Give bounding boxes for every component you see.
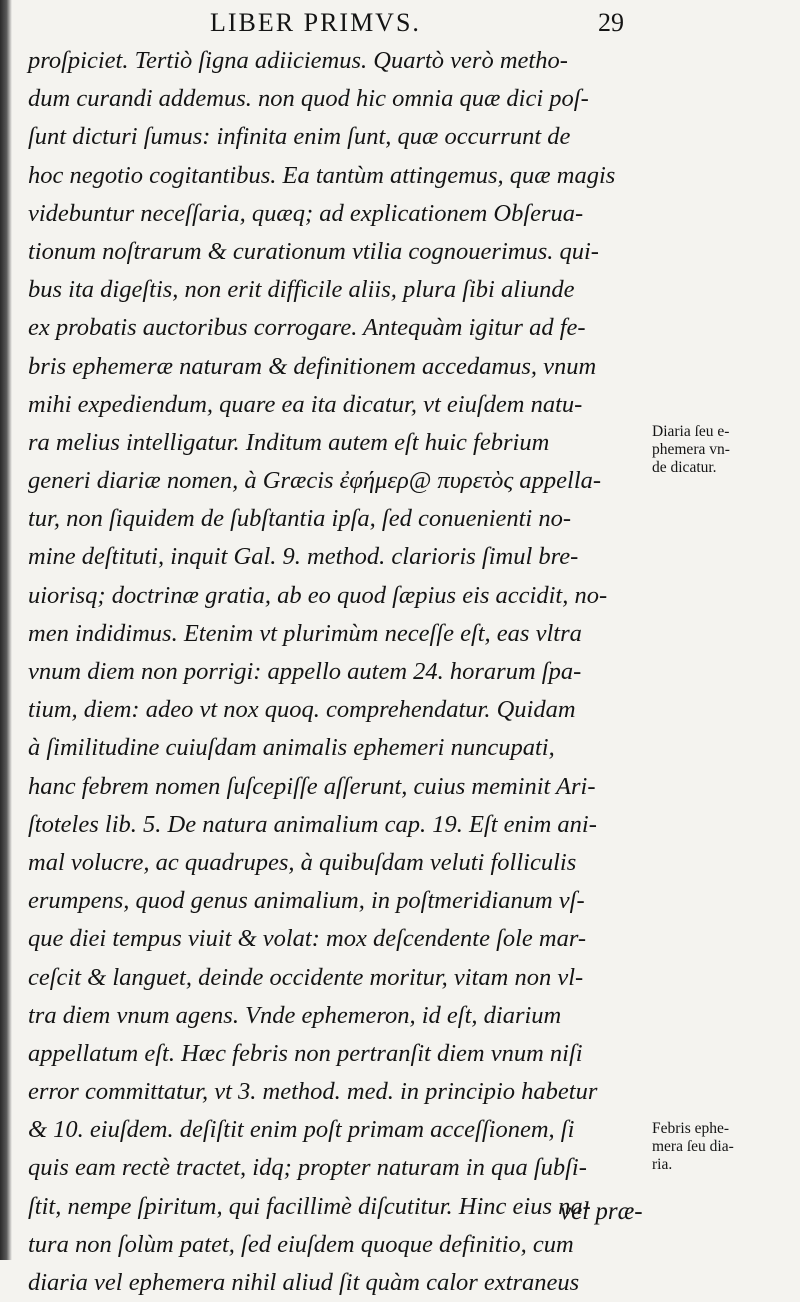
running-title: LIBER PRIMVS.: [210, 8, 421, 37]
text-line: mal volucre, ac quadrupes, à quibuſdam veluti folliculis: [28, 848, 577, 876]
text-line: error committatur, vt 3. method. med. in principio habetur: [28, 1078, 598, 1106]
marginal-note-line: Febris ephe-: [652, 1120, 730, 1137]
text-line: vnum diem non porrigi: appello autem 24. horarum ſpa-: [28, 658, 582, 685]
text-line: quis eam rectè tractet, idq; propter naturam in qua ſubſi-: [28, 1154, 587, 1182]
text-line: diaria vel ephemera nihil aliud ſit quàm calor extraneus: [28, 1269, 580, 1296]
marginal-note: [652, 423, 792, 477]
marginal-note-line: mera ſeu dia-: [652, 1138, 734, 1155]
text-line: hanc febrem nomen ſuſcepiſſe aſſerunt, cuius meminit Ari-: [28, 772, 596, 800]
marginal-note-line: de dicatur.: [652, 459, 717, 476]
text-line: ſunt dicturi ſumus: infinita enim ſunt, quæ occurrunt de: [28, 123, 571, 151]
text-line: mine deſtituti, inquit Gal. 9. method. clarioris ſimul bre-: [28, 543, 579, 571]
text-line: ceſcit & languet, deinde occidente moritur, vitam non vl-: [28, 963, 584, 991]
text-line: proſpiciet. Tertiò ſigna adiiciemus. Quartò verò metho-: [28, 47, 568, 74]
text-line: mihi expediendum, quare ea ita dicatur, vt eiuſdem natu-: [28, 390, 583, 418]
catchword: vel præ-: [560, 1198, 643, 1225]
marginal-note-line: ria.: [652, 1156, 673, 1173]
text-line: tura non ſolùm patet, ſed eiuſdem quoque definitio, cum: [28, 1230, 574, 1258]
text-line: ſtit, nempe ſpiritum, qui facillimè diſcutitur. Hinc eius na-: [28, 1192, 591, 1220]
text-line: generi diariæ nomen, à Græcis ἐφήμερ@ πυρετὸς appella-: [28, 467, 602, 495]
text-line: tionum noſtrarum & curationum vtilia cognouerimus. qui-: [28, 237, 599, 265]
text-line: appellatum eſt. Hæc febris non pertranſit diem vnum niſi: [28, 1039, 583, 1067]
text-line: que diei tempus viuit & volat: mox deſcendente ſole mar-: [28, 925, 587, 953]
text-line: ra melius intelligatur. Inditum autem eſt huic febrium: [28, 428, 550, 456]
marginal-note-line: Diaria ſeu e-: [652, 423, 730, 440]
text-line: tur, non ſiquidem de ſubſtantia ipſa, ſed conuenienti no-: [28, 505, 572, 533]
text-line: bus ita digeſtis, non erit difficile aliis, plura ſibi aliunde: [28, 276, 575, 304]
gutter-shadow: [0, 0, 12, 1260]
text-line: ex probatis auctoribus corrogare. Antequàm igitur ad fe-: [28, 314, 586, 342]
text-line: dum curandi addemus. non quod hic omnia quæ dici poſ-: [28, 85, 589, 113]
text-line: ſtoteles lib. 5. De natura animalium cap. 19. Eſt enim ani-: [28, 810, 597, 838]
page-header: [150, 8, 670, 38]
text-line: tium, diem: adeo vt nox quoq. comprehendatur. Quidam: [28, 696, 576, 724]
page-number: 29: [598, 8, 624, 37]
text-line: videbuntur neceſſaria, quæq; ad explicationem Obſerua-: [28, 199, 584, 227]
text-line: erumpens, quod genus animalium, in poſtmeridianum vſ-: [28, 887, 585, 915]
text-line: bris ephemeræ naturam & definitionem accedamus, vnum: [28, 352, 597, 380]
text-line: & 10. eiuſdem. deſiſtit enim poſt primam acceſſionem, ſi: [28, 1116, 575, 1144]
marginal-note: [652, 1120, 792, 1174]
body-text: [28, 42, 654, 1302]
text-line: hoc negotio cogitantibus. Ea tantùm attingemus, quæ magis: [28, 161, 616, 189]
text-line: uiorisq; doctrinæ gratia, ab eo quod ſæpius eis accidit, no-: [28, 581, 608, 609]
marginal-note-line: phemera vn-: [652, 441, 730, 458]
text-line: men indidimus. Etenim vt plurimùm neceſſe eſt, eas vltra: [28, 619, 582, 647]
text-line: à ſimilitudine cuiuſdam animalis ephemeri nuncupati,: [28, 734, 555, 762]
text-line: tra diem vnum agens. Vnde ephemeron, id eſt, diarium: [28, 1001, 562, 1029]
